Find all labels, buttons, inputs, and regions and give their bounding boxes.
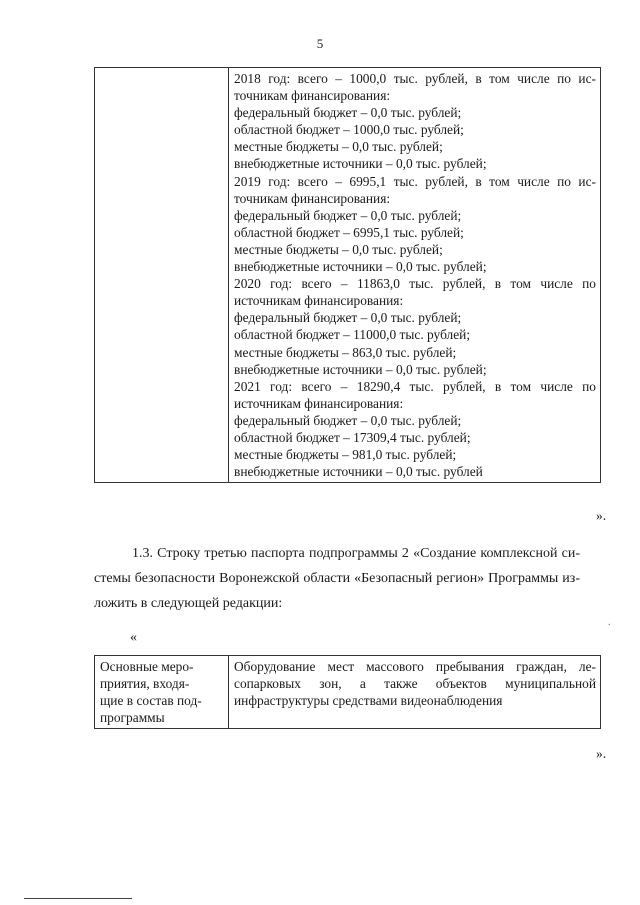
funding-line: внебюджетные источники – 0,0 тыс. рублей; <box>234 361 487 377</box>
page-number: 5 <box>316 36 324 51</box>
paragraph-line: стемы безопасности Воронежской области «Безопасный регион» Программы из- <box>94 571 580 586</box>
funding-line: 2021 год: всего – 18290,4 тыс. рублей, в том числе по <box>234 378 596 394</box>
measures-label-line: программы <box>100 710 165 726</box>
funding-line: точникам финансирования: <box>234 88 391 104</box>
funding-table <box>94 67 601 483</box>
paragraph-line: ложить в следующей редакции: <box>94 596 283 611</box>
funding-line: 2018 год: всего – 1000,0 тыс. рублей, в том числе по ис- <box>234 71 596 86</box>
funding-line: федеральный бюджет – 0,0 тыс. рублей; <box>234 207 462 223</box>
funding-line: федеральный бюджет – 0,0 тыс. рублей; <box>234 105 462 121</box>
funding-line: федеральный бюджет – 0,0 тыс. рублей; <box>234 412 462 428</box>
measures-value-cell <box>229 656 601 729</box>
funding-line: точникам финансирования: <box>234 190 391 206</box>
measures-value-line: Оборудование мест массового пребывания граждан, ле- <box>234 659 596 674</box>
funding-table-row <box>95 68 601 483</box>
funding-line: областной бюджет – 1000,0 тыс. рублей; <box>234 122 464 138</box>
measures-value-line: инфраструктуры средствами видеонаблюдения <box>234 693 503 709</box>
funding-line: 2020 год: всего – 11863,0 тыс. рублей, в том числе по <box>234 276 596 292</box>
measures-value-line: сопарковых зон, а также объектов муниципальной <box>234 676 596 692</box>
funding-line: 2019 год: всего – 6995,1 тыс. рублей, в том числе по ис- <box>234 173 596 189</box>
funding-line: внебюджетные источники – 0,0 тыс. рублей <box>234 464 483 480</box>
funding-line: местные бюджеты – 981,0 тыс. рублей; <box>234 447 457 463</box>
funding-line: местные бюджеты – 0,0 тыс. рублей; <box>234 139 443 155</box>
closing-quote: ». <box>596 508 607 523</box>
corner-mark: . <box>608 617 611 628</box>
funding-line: местные бюджеты – 863,0 тыс. рублей; <box>234 344 457 360</box>
paragraph-line: 1.3. Строку третью паспорта подпрограммы 2 «Создание комплексной си- <box>132 546 580 561</box>
funding-line: федеральный бюджет – 0,0 тыс. рублей; <box>234 310 462 326</box>
funding-line: источникам финансирования: <box>234 395 404 411</box>
footer-rule <box>24 898 132 899</box>
opening-quote: « <box>130 630 137 645</box>
funding-line: областной бюджет – 17309,4 тыс. рублей; <box>234 429 471 445</box>
funding-line: внебюджетные источники – 0,0 тыс. рублей; <box>234 156 487 172</box>
funding-line: источникам финансирования: <box>234 293 404 309</box>
funding-line: внебюджетные источники – 0,0 тыс. рублей; <box>234 259 487 275</box>
measures-label-cell <box>95 656 229 729</box>
measures-label-line: щие в состав под- <box>100 693 202 709</box>
funding-line: местные бюджеты – 0,0 тыс. рублей; <box>234 241 443 257</box>
measures-label-line: приятия, входя- <box>100 676 190 692</box>
funding-line: областной бюджет – 6995,1 тыс. рублей; <box>234 224 464 240</box>
measures-label-line: Основные меро- <box>100 659 194 674</box>
funding-table-right-cell <box>229 68 601 483</box>
amendment-paragraph <box>94 541 580 616</box>
funding-line: областной бюджет – 11000,0 тыс. рублей; <box>234 327 471 343</box>
measures-table-row <box>95 656 601 729</box>
funding-table-left-cell <box>95 68 229 483</box>
closing-quote: ». <box>596 746 607 761</box>
measures-table <box>94 655 601 729</box>
